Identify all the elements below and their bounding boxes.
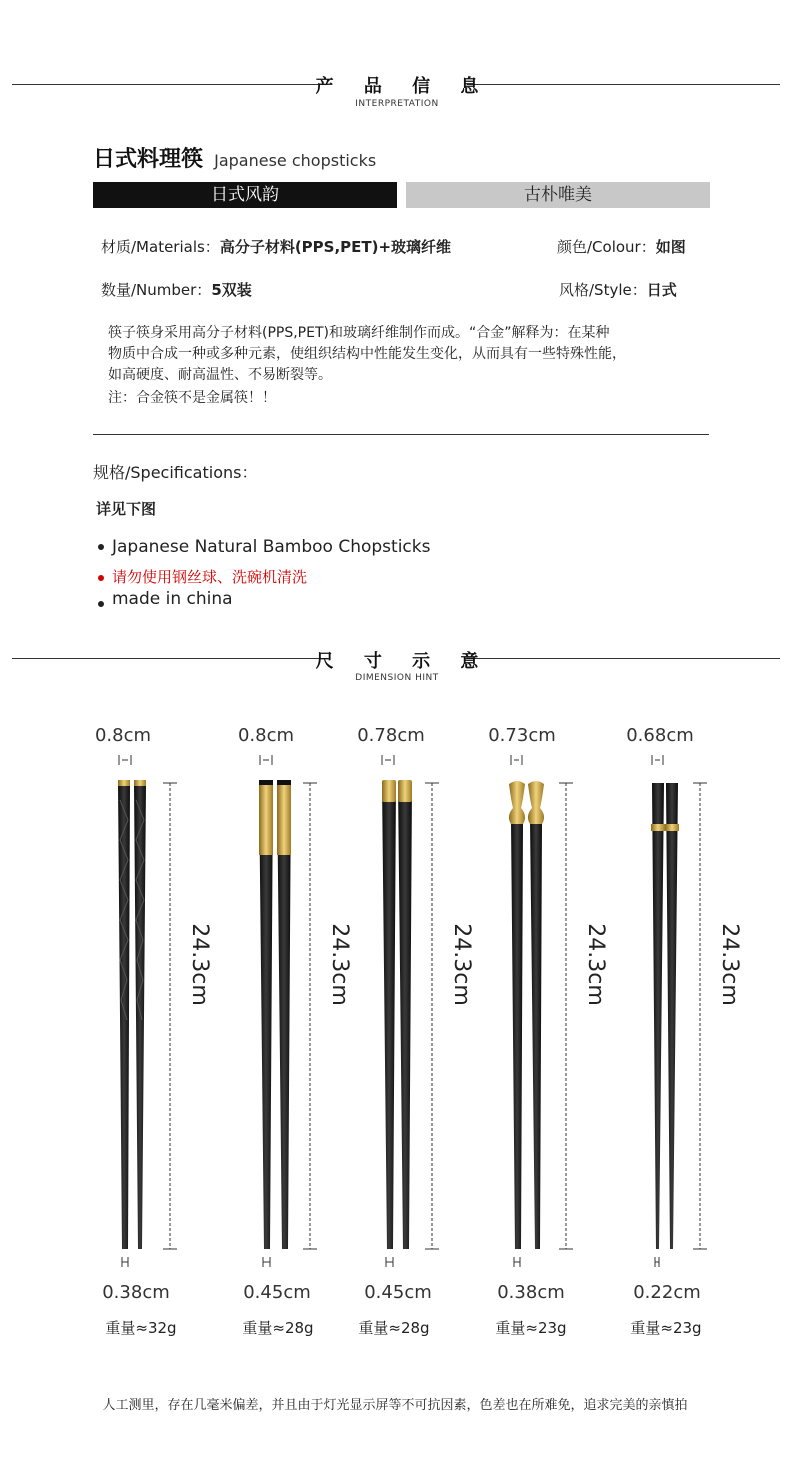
chopstick-pair-4 <box>509 781 544 1249</box>
top-width-label-2: 0.8cm <box>237 725 295 746</box>
footer-disclaimer: 人工测里，存在几毫米偏差，并且由于灯光显示屏等不可抗因素，色差也在所难免，追求完美的亲慎拍 <box>102 1398 688 1413</box>
chopstick-pair-2 <box>259 780 291 1249</box>
top-width-label-3: 0.78cm <box>357 725 425 746</box>
length-label-4: 24.3cm <box>582 923 608 1006</box>
specs-label: 规格/Specifications： <box>93 463 258 482</box>
product-title-en: Japanese chopsticks <box>214 151 377 170</box>
colour-value: 如图 <box>655 238 686 256</box>
section-subtitle-dimension-hint: DIMENSION HINT <box>355 673 439 683</box>
top-width-label-1: 0.8cm <box>94 725 152 746</box>
top-width-label-4: 0.73cm <box>488 725 556 746</box>
length-label-2: 24.3cm <box>326 923 352 1006</box>
bottom-width-label-2: 0.45cm <box>243 1282 311 1303</box>
number-value: 5双装 <box>211 281 252 299</box>
chopstick-pair-5 <box>651 783 679 1249</box>
bullet-text: Japanese Natural Bamboo Chopsticks <box>112 537 431 557</box>
bottom-width-ticks <box>122 1257 659 1267</box>
section-subtitle-interpretation: INTERPRETATION <box>355 99 439 109</box>
length-label-3: 24.3cm <box>448 923 474 1006</box>
section-title-product-info: 产 品 信 息 <box>315 76 491 97</box>
bullet-text-warning: 请勿使用钢丝球、洗碗机清洗 <box>112 568 308 586</box>
bottom-width-label-4: 0.38cm <box>497 1282 565 1303</box>
style-label: 风格/Style： <box>559 281 647 299</box>
style-value: 日式 <box>646 281 677 299</box>
colour-label: 颜色/Colour： <box>557 238 656 256</box>
top-width-ticks <box>119 755 663 765</box>
material-value: 高分子材料(PPS,PET)+玻璃纤维 <box>219 238 452 256</box>
weight-label-1: 重量≈32g <box>105 1319 177 1337</box>
number-label: 数量/Number： <box>101 281 212 299</box>
weight-label-5: 重量≈23g <box>630 1319 702 1337</box>
length-dimension-lines <box>170 783 700 1249</box>
bullet-text: made in china <box>112 589 233 609</box>
tab-classic-beauty[interactable]: 古朴唯美 <box>406 182 710 208</box>
tab-japanese-style[interactable]: 日式风韵 <box>93 182 397 208</box>
top-width-label-5: 0.68cm <box>626 725 694 746</box>
chopstick-pair-3 <box>382 780 412 1249</box>
bottom-width-label-1: 0.38cm <box>102 1282 170 1303</box>
chopstick-pair-1 <box>118 780 146 1249</box>
description-line: 注：合金筷不是金属筷！！ <box>108 390 276 406</box>
material-label: 材质/Materials： <box>101 238 220 256</box>
section-title-dimension: 尺 寸 示 意 <box>315 651 491 672</box>
description-line: 筷子筷身采用高分子材料(PPS,PET)和玻璃纤维制作而成。“合金”解释为：在某种 <box>108 325 610 341</box>
weight-label-2: 重量≈28g <box>242 1319 314 1337</box>
description-line: 物质中合成一种或多种元素，使组织结构中性能发生变化，从而具有一些特殊性能， <box>108 346 626 362</box>
product-title-cn: 日式料理筷 <box>93 147 204 172</box>
specs-note: 详见下图 <box>96 500 157 518</box>
length-label-1: 24.3cm <box>186 923 212 1006</box>
bottom-width-label-5: 0.22cm <box>633 1282 701 1303</box>
length-label-5: 24.3cm <box>716 923 742 1006</box>
length-dimension-ticks <box>163 783 707 1249</box>
weight-label-3: 重量≈28g <box>358 1319 430 1337</box>
bottom-width-label-3: 0.45cm <box>364 1282 432 1303</box>
description-line: 如高硬度、耐高温性、不易断裂等。 <box>108 367 332 383</box>
weight-label-4: 重量≈23g <box>495 1319 567 1337</box>
